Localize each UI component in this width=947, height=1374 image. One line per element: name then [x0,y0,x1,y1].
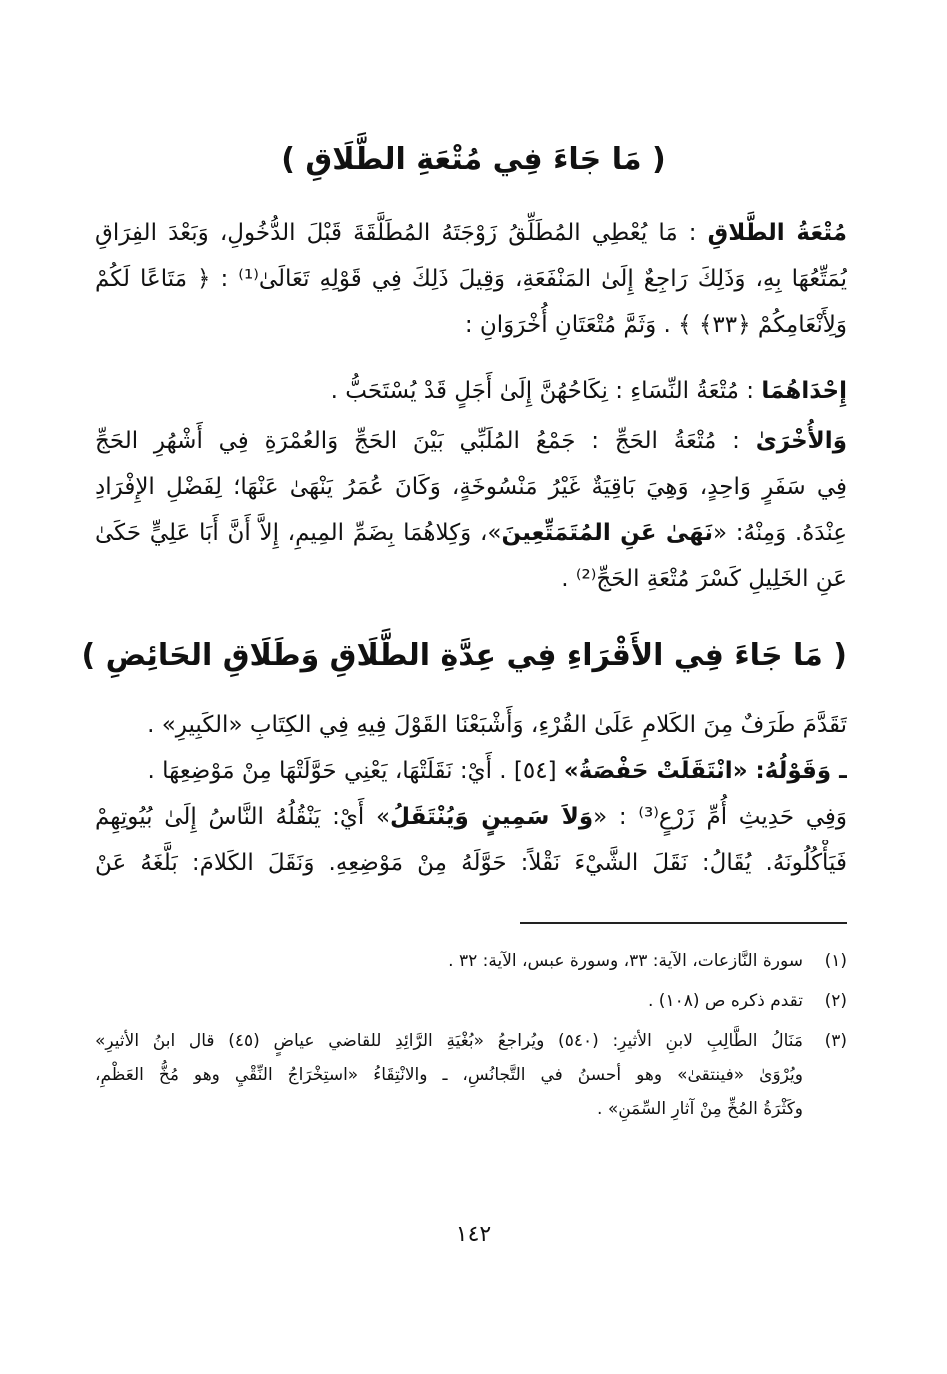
text-span: عِنْدَهُ. وَمِنْهُ: « [713,520,847,546]
text-span: : مَا يُعْطِي المُطَلِّقُ زَوْجَتَهُ المُطَلَّقَةَ قَبْلَ الدُّخُولِ، وَبَعْدَ الفِرَاقِ [95,220,697,246]
text-line: وَلِأَنْعَامِكُمْ ﴿٣٣﴾ ﴾ . وَثَمَّ مُتْعَتَانِ أُخْرَوَانِ : [464,312,847,338]
paragraph-umm-zar [95,794,847,886]
page-number: ١٤٢ [455,1222,492,1247]
paragraph-second-mutah [95,418,847,602]
quoted-phrase: ـ وَقَوْلُهُ: «انْتَقَلَتْ حَفْصَةُ» [563,758,847,784]
footnote-1 [95,944,847,978]
footnote-line: وكَثْرَةُ المُخِّ مِنْ آثارِ السِّمَنِ» . [597,1099,803,1119]
text-span: : مُتْعَةُ النِّسَاءِ : نِكَاحُهُنَّ إِلَىٰ أَجَلٍ قَدْ يُسْتَحَبُّ . [330,378,755,404]
text-span: [٥٤] . أَيْ: نَقَلَتْهَا، يَعْنِي حَوَّلَتْهَا مِنْ مَوْضِعِهَا . [147,758,557,784]
paragraph-mutah-definition [95,210,847,348]
footnotes [95,944,847,1132]
term-mutah-talaq: مُتْعَةُ الطَّلاقِ [707,220,847,246]
text-line [95,510,847,556]
footnote-body [95,984,803,1018]
text-line: يُمَتِّعُهَا بِهِ، وَذَلِكَ رَاجِعٌ إِلَىٰ المَنْفَعَةِ، وَقِيلَ ذَلِكَ فِي قَوْلِهِ تَعَالَىٰ⁽¹⁾ : ﴿ مَتَاعًا لَكُمْ [95,266,847,292]
text-line: فِي سَفَرٍ وَاحِدٍ، وَهِيَ بَاقِيَةٌ غَيْرُ مَنْسُوخَةٍ، وَكَانَ عُمَرُ يَنْهَىٰ عَنْهَا؛ لِفَضْلِ الإِفْرَادِ [95,474,847,500]
text-line [95,210,847,256]
text-line [95,418,847,464]
footnote-line: ويُرْوَىٰ «فينتقىٰ» وهو أحسنُ في التَّجانُسِ، ـ والانْتِقَاءُ «استِخْرَاجُ النِّقْيِ وهو مُخُّ العَظْمِ، [95,1065,803,1085]
text-line: فَيَأْكُلُونَهُ. يُقَالُ: نَقَلَ الشَّيْءَ نَقْلاً: حَوَّلَهُ مِنْ مَوْضِعِهِ. وَنَقَلَ الكَلامَ: بَلَّغَهُ عَنْ [95,850,847,876]
section-heading-mutah: ( مَا جَاءَ فِي مُتْعَةِ الطَّلَاقِ ) [281,142,666,177]
footnote-divider [520,922,847,924]
text-line [95,368,847,414]
footnote-line: مَنَالُ الطَّالِبِ لابنِ الأثيرِ: (٥٤٠) ويُراجعُ «بُغْيَةِ الرَّائِدِ للقاضي عياضٍ (٤٥) قال ابنُ الأثيرِ» [95,1031,803,1051]
section-heading-aqra: ( مَا جَاءَ فِي الأَقْرَاءِ فِي عِدَّةِ الطَّلَاقِ وَطَلَاقِ الحَائِضِ ) [81,638,847,673]
footnote-line: سورة النَّازعات، الآية: ٣٣، وسورة عبس، الآية: ٣٢ . [448,951,803,971]
paragraph-intaqalat [95,748,847,794]
footnote-number: (١) [824,951,847,971]
text-line: عَنِ الخَلِيلِ كَسْرَ مُتْعَةِ الحَجِّ⁽²⁾ . [561,566,847,592]
footnote-body [95,944,803,978]
quoted-hadith: نَهَىٰ عَنِ المُتَمَتِّعِينَ [501,520,713,546]
term-second: وَالأُخْرَىٰ [755,428,847,454]
footnote-number: (٣) [824,1031,847,1051]
footnote-line: تقدم ذكره ص (١٠٨) . [648,991,803,1011]
text-line [95,794,847,840]
paragraph-first-mutah [95,368,847,414]
term-first: إِحْدَاهُمَا [761,378,847,404]
text-line [95,748,847,794]
text-span: : مُتْعَةُ الحَجِّ : جَمْعُ المُلَبِّي بَيْنَ الحَجِّ وَالعُمْرَةِ فِي أَشْهُرِ الحَجِّ [95,428,740,454]
text-line: تَقَدَّمَ طَرَفٌ مِنَ الكَلامِ عَلَىٰ القُرْءِ، وَأَشْبَعْنَا القَوْلَ فِيهِ فِي الكِتَابِ «الكَبِيرِ» . [147,712,847,738]
text-span: وَفِي حَدِيثِ أُمِّ زَرْعٍ⁽³⁾ : « [593,804,847,830]
paragraph-qur [95,702,847,748]
footnote-3 [95,1024,847,1126]
footnote-number: (٢) [824,991,847,1011]
footnote-2 [95,984,847,1018]
text-span: » أَيْ: يَنْقُلُهُ النَّاسُ إِلَىٰ بُيُوتِهِمْ [95,804,391,830]
text-span: »، وَكِلاهُمَا بِضَمِّ المِيمِ، إِلاَّ أَنَّ أَبَا عَلِيٍّ حَكَىٰ [95,520,502,546]
quoted-hadith: وَلاَ سَمِينٍ وَيُنْتَقَلُ [390,804,594,830]
footnote-body [95,1024,803,1126]
